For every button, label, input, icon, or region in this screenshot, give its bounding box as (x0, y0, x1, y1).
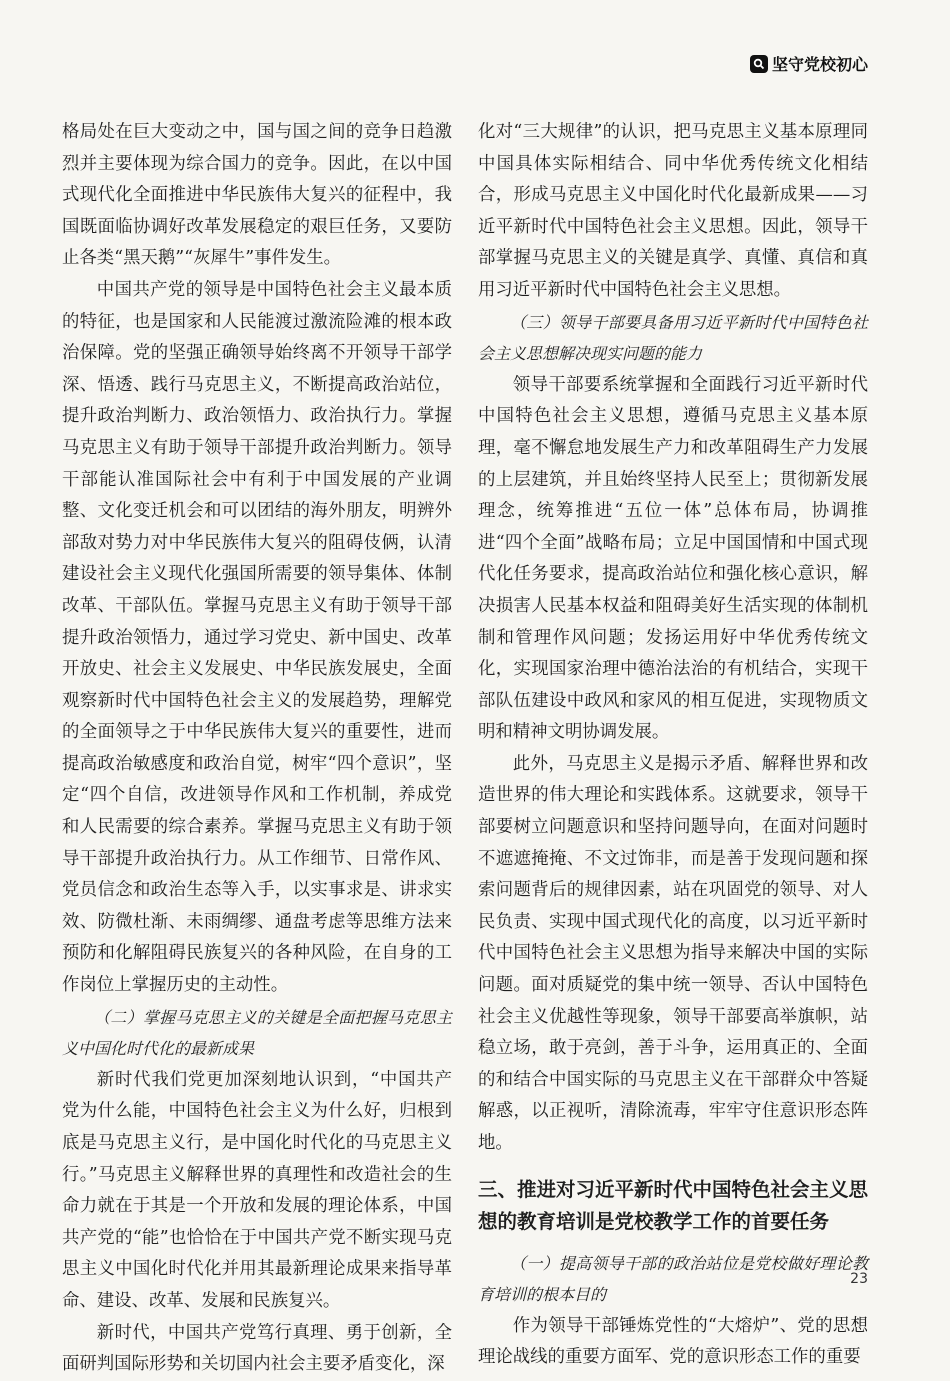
paragraph: 作为领导干部锤炼党性的“大熔炉”、党的思想理论战线的重要方面军、党的意识形态工作的重要 (478, 1315, 868, 1368)
subsection-heading: （二）掌握马克思主义的关键是全面把握马克思主义中国化时代化的最新成果 (62, 1007, 452, 1059)
running-header (750, 52, 868, 75)
paragraph: 领导干部要系统掌握和全面践行习近平新时代中国特色社会主义思想，遵循马克思主义基本原理，毫不懈怠地发展生产力和改革阻碍生产力发展的上层建筑，并且始终坚持人民至上；贯彻新发展理念，统筹推进“五位一体”总体布局，协调推进“四个全面”战略布局；立足中国国情和中国式现代化任务要求，提高政治站位和强化核心意识，解决损害人民基本权益和阻碍美好生活实现的体制机制和管理作风问题；发扬运用好中华优秀传统文化，实现国家治理中德治法治的有机结合，实现干部队伍建设中政风和家风的相互促进，实现物质文明和精神文明协调发展。 (478, 374, 868, 743)
subsection-heading: （三）领导干部要具备用习近平新时代中国特色社会主义思想解决现实问题的能力 (478, 312, 868, 364)
paragraph: 新时代，中国共产党笃行真理、勇于创新，全面研判国际形势和关切国内社会主要矛盾变化，深 (62, 1322, 452, 1375)
subsection-heading: （一）提高领导干部的政治站位是党校做好理论教育培训的根本目的 (478, 1253, 868, 1305)
right-column (478, 117, 868, 1374)
paragraph: 新时代我们党更加深刻地认识到，“中国共产党为什么能，中国特色社会主义为什么好，归根到底是马克思主义行，是中国化时代化的马克思主义行。”马克思主义解释世界的真理性和改造社会的生命力就在于其是一个开放和发展的理论体系，中国共产党的“能”也恰恰在于中国共产党不断实现马克思主义中国化时代化并用其最新理论成果来指导革命、建设、改革、发展和民族复兴。 (62, 1069, 452, 1311)
page-number: 23 (850, 1271, 868, 1287)
paragraph: 格局处在巨大变动之中，国与国之间的竞争日趋激烈并主要体现为综合国力的竞争。因此，在以中国式现代化全面推进中华民族伟大复兴的征程中，我国既面临协调好改革发展稳定的艰巨任务，又要防止各类“黑天鹅”“灰犀牛”事件发生。 (62, 122, 452, 269)
paragraph: 此外，马克思主义是揭示矛盾、解释世界和改造世界的伟大理论和实践体系。这就要求，领导干部要树立问题意识和坚持问题导向，在面对问题时不遮遮掩掩、不文过饰非，而是善于发现问题和探索问题背后的规律因素，站在巩固党的领导、对人民负责、实现中国式现代化的高度，以习近平新时代中国特色社会主义思想为指导来解决中国的实际问题。面对质疑党的集中统一领导、否认中国特色社会主义优越性等现象，领导干部要高举旗帜，站稳立场，敢于亮剑，善于斗争，运用真正的、全面的和结合中国实际的马克思主义在干部群众中答疑解惑，以正视听，清除流毒，牢牢守住意识形态阵地。 (478, 753, 868, 1153)
paragraph: 化对“三大规律”的认识，把马克思主义基本原理同中国具体实际相结合、同中华优秀传统文化相结合，形成马克思主义中国化时代化最新成果——习近平新时代中国特色社会主义思想。因此，领导干部掌握马克思主义的关键是真学、真懂、真信和真用习近平新时代中国特色社会主义思想。 (478, 122, 868, 300)
section-title: 三、推进对习近平新时代中国特色社会主义思想的教育培训是党校教学工作的首要任务 (478, 1177, 869, 1233)
left-column (62, 117, 452, 1381)
header-title: 坚守党校初心 (771, 55, 868, 74)
search-icon (750, 55, 768, 73)
paragraph: 中国共产党的领导是中国特色社会主义最本质的特征，也是国家和人民能渡过激流险滩的根本政治保障。党的坚强正确领导始终离不开领导干部学深、悟透、践行马克思主义，不断提高政治站位，提升政治判断力、政治领悟力、政治执行力。掌握马克思主义有助于领导干部提升政治判断力。领导干部能认准国际社会中有利于中国发展的产业调整、文化变迁机会和可以团结的海外朋友，明辨外部敌对势力对中华民族伟大复兴的阻碍伎俩，认清建设社会主义现代化强国所需要的领导集体、体制改革、干部队伍。掌握马克思主义有助于领导干部提升政治领悟力，通过学习党史、新中国史、改革开放史、社会主义发展史、中华民族发展史，全面观察新时代中国特色社会主义的发展趋势，理解党的全面领导之于中华民族伟大复兴的重要性，进而提高政治敏感度和政治自觉，树牢“四个意识”，坚定“四个自信，改进领导作风和工作机制，养成党和人民需要的综合素养。掌握马克思主义有助于领导干部提升政治执行力。从工作细节、日常作风、党员信念和政治生态等入手，以实事求是、讲求实效、防微杜渐、未雨绸缪、通盘考虑等思维方法来预防和化解阻碍民族复兴的各种风险，在自身的工作岗位上掌握历史的主动性。 (62, 279, 452, 996)
